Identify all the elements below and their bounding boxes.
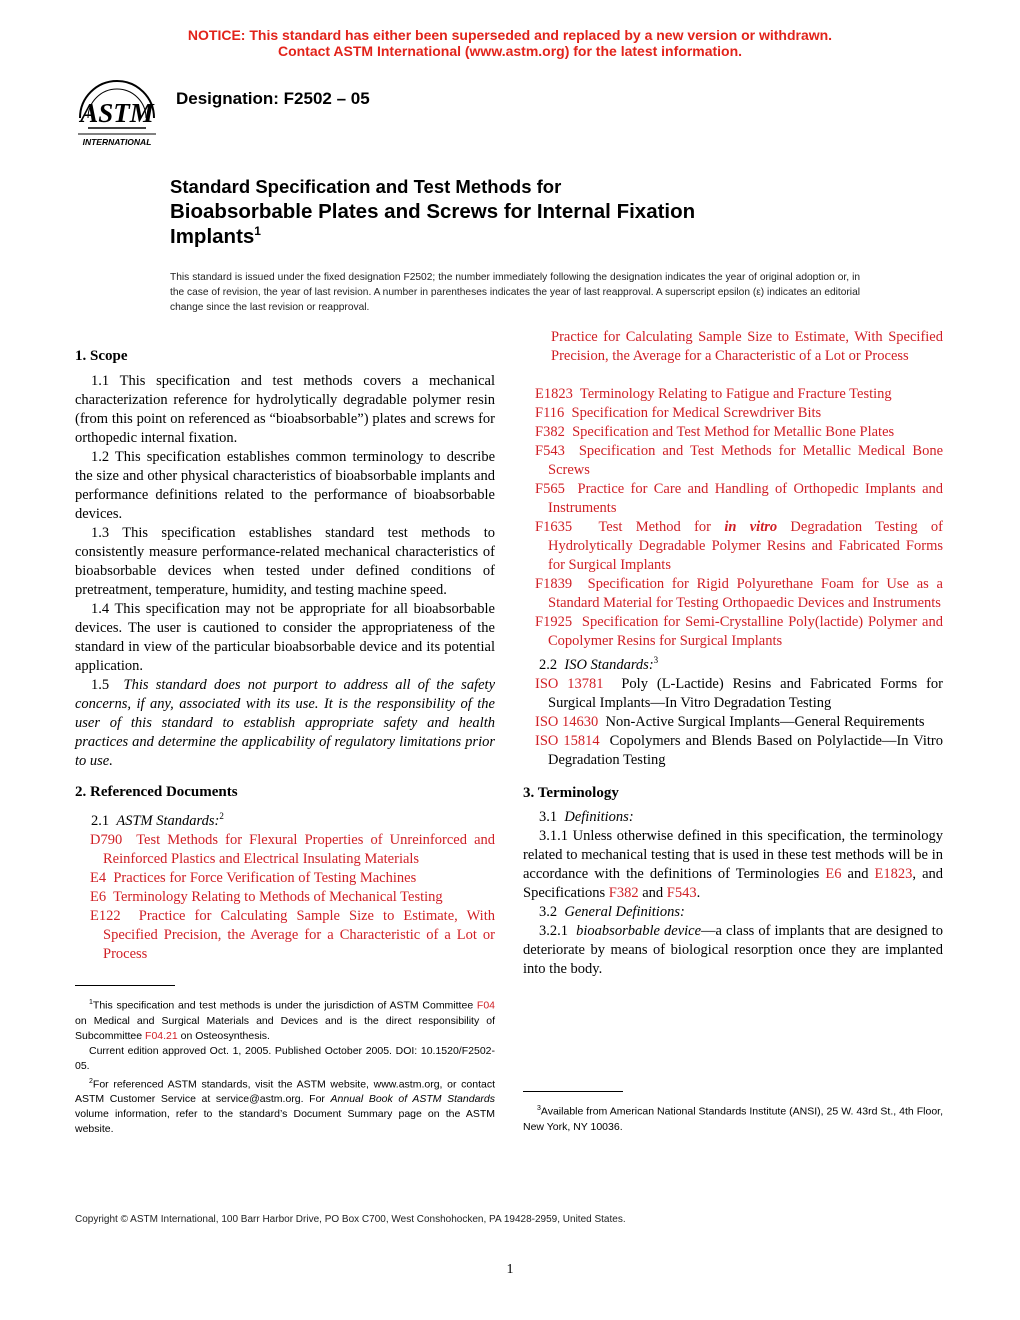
- ref-item[interactable]: [75, 907, 495, 962]
- ref-item[interactable]: [523, 442, 943, 480]
- ref-code[interactable]: F1839: [535, 576, 573, 592]
- ref-title[interactable]: Practice for Calculating Sample Size to Estimate, With Specified Precision, the Average for a Characteristic of a Lot or Process: [103, 907, 495, 962]
- iso-standards-num: 2.2: [539, 656, 558, 673]
- footnote-2: [75, 1074, 495, 1138]
- ref-code[interactable]: F1635: [535, 519, 573, 535]
- footnote-rule-right: [523, 1091, 623, 1092]
- notice-line-1: NOTICE: This standard has either been superseded and replaced by a new version or withdrawn.: [187, 27, 833, 43]
- title-line-2: Bioabsorbable Plates and Screws for Internal Fixation: [170, 200, 696, 223]
- ref-title[interactable]: Specification for Medical Screwdriver Bits: [571, 405, 822, 421]
- footnote-2-mark: 2: [89, 1077, 93, 1085]
- designation: Designation: F2502 – 05: [176, 89, 370, 108]
- iso-ref-item: [523, 713, 943, 732]
- iso-ref-code[interactable]: ISO 13781: [535, 675, 604, 692]
- subcommittee-link[interactable]: F04.21: [145, 1029, 178, 1042]
- ref-code[interactable]: F1925: [535, 614, 573, 630]
- document-title: [170, 175, 870, 249]
- ref-item-continued[interactable]: [523, 329, 943, 385]
- iso-ref-code[interactable]: ISO 14630: [535, 713, 599, 730]
- ref-title-a[interactable]: Test Method for: [598, 519, 725, 535]
- notice-line-2: Contact ASTM International (www.astm.org) for the latest information.: [277, 43, 743, 59]
- para-1-1: 1.1 This specification and test methods covers a mechanical characterization reference for hydrolytically degradable polymer resin (from this point on referenced as “bioabsorbable”) plates and screws for orthopedic internal fixation.: [75, 373, 495, 446]
- definitions-text: Definitions:: [564, 808, 634, 825]
- footnote-3-mark: 3: [537, 1105, 541, 1112]
- iso-standards-text: ISO Standards:: [564, 656, 654, 673]
- astm-standards-sup: 2: [219, 811, 224, 821]
- title-footnote-mark: 1: [254, 224, 261, 238]
- ref-title[interactable]: Specification for Semi-Crystalline Poly(lactide) Polymer and Copolymer Resins for Surgical Implants: [548, 614, 943, 649]
- iso-ref-title: Copolymers and Blends Based on Polylactide—In Vitro Degradation Testing: [548, 732, 943, 768]
- page-number: 1: [506, 1262, 514, 1277]
- astm-standards-label: [75, 807, 495, 831]
- footnote-1-text-b: on Medical and Surgical Materials and Devices and is the direct responsibility of Subcommittee: [75, 1014, 495, 1042]
- footnote-1-text-c: on Osteosynthesis.: [177, 1029, 270, 1042]
- ref-title[interactable]: Practices for Force Verification of Testing Machines: [113, 869, 417, 886]
- title-line-3: Implants: [170, 225, 255, 248]
- defined-term: bioabsorbable device: [576, 922, 702, 939]
- astm-standards-text: ASTM Standards:: [116, 812, 220, 829]
- ref-code[interactable]: E1823: [535, 386, 573, 402]
- iso-ref-code[interactable]: ISO 15814: [535, 732, 600, 749]
- footnote-rule-left: [75, 985, 175, 986]
- ref-title[interactable]: Terminology Relating to Methods of Mechanical Testing: [113, 888, 443, 905]
- para-1-2: 1.2 This specification establishes common terminology to describe the size and other physical characteristics of bioabsorbable implants and performance definitions related to the performance of bioabsorbable devices.: [75, 449, 495, 522]
- ref-item[interactable]: [523, 480, 943, 518]
- iso-ref-title: Non-Active Surgical Implants—General Requirements: [605, 713, 925, 730]
- iso-standards-sup: 3: [653, 655, 659, 665]
- footnote-1-mark: 1: [89, 999, 93, 1006]
- definitions-num: 3.1: [539, 808, 558, 825]
- iso-ref-item: [523, 732, 943, 770]
- para-1-5: [75, 676, 495, 771]
- ref-title[interactable]: Test Methods for Flexural Properties of Unreinforced and Reinforced Plastics and Electrical Insulating Materials: [103, 831, 495, 867]
- ref-title-italic[interactable]: in vitro: [724, 519, 778, 535]
- ref-code[interactable]: E6: [90, 888, 107, 905]
- ref-item[interactable]: [523, 423, 943, 442]
- footnote-2-italic: Annual Book of ASTM Standards: [330, 1093, 495, 1105]
- terminology-heading: 3. Terminology: [523, 784, 619, 801]
- footnotes-right: [523, 1101, 943, 1135]
- ref-code[interactable]: E4: [90, 869, 107, 886]
- right-column: [523, 329, 944, 979]
- term-ref-f382[interactable]: F382: [608, 884, 639, 901]
- ref-title[interactable]: Practice for Care and Handling of Orthopedic Implants and Instruments: [548, 481, 944, 516]
- ref-title-continued[interactable]: Practice for Calculating Sample Size to Estimate, With Specified Precision, the Average for a Characteristic of a Lot or Process: [551, 329, 943, 364]
- ref-title[interactable]: Terminology Relating to Fatigue and Fracture Testing: [579, 386, 892, 402]
- withdrawn-notice: [0, 27, 1020, 59]
- term-ref-f543[interactable]: F543: [666, 884, 697, 901]
- ref-item[interactable]: [523, 404, 943, 423]
- ref-item[interactable]: [523, 575, 943, 613]
- ref-code[interactable]: F382: [535, 424, 565, 440]
- ref-item[interactable]: [75, 869, 495, 888]
- footnote-3-text: Available from American National Standards Institute (ANSI), 25 W. 43rd St., 4th Floor, New York, NY 10036.: [523, 1105, 943, 1133]
- footnote-1-text-a: This specification and test methods is under the jurisdiction of ASTM Committee: [92, 999, 477, 1012]
- term-ref-e6[interactable]: E6: [825, 865, 842, 882]
- general-definitions-num: 3.2: [539, 903, 558, 920]
- left-column: [75, 347, 496, 962]
- iso-standards-label: [523, 651, 943, 675]
- ref-item[interactable]: [75, 831, 495, 869]
- footnote-2-text-b: volume information, refer to the standard’s Document Summary page on the ASTM website.: [75, 1108, 495, 1135]
- ref-title[interactable]: Specification and Test Methods for Metallic Medical Bone Screws: [548, 443, 944, 478]
- astm-standards-num: 2.1: [91, 812, 110, 829]
- ref-item[interactable]: [75, 888, 495, 907]
- logo-text: ASTM: [80, 98, 154, 128]
- referenced-documents-heading: 2. Referenced Documents: [75, 784, 238, 800]
- para-1-5-text: This standard does not purport to address all of the safety concerns, if any, associated with its use. It is the responsibility of the user of this standard to establish appropriate safety and health practices and determine the applicability of regulatory limitations prior to use.: [75, 677, 496, 769]
- committee-link[interactable]: F04: [476, 999, 495, 1012]
- para-3-1-1-and-2: and: [638, 884, 667, 901]
- para-3-1-1-end: .: [696, 884, 701, 901]
- general-definitions-text: General Definitions:: [564, 903, 685, 920]
- footnote-1: [75, 995, 495, 1044]
- para-3-1-1: [523, 827, 943, 903]
- para-1-4: 1.4 This specification may not be appropriate for all bioabsorbable devices. The user is cautioned to consider the appropriateness of the standard in view of the particular bioabsorbable device and its potential application.: [75, 601, 495, 674]
- para-3-2-1-text: —a class of implants that are designed to deteriorate by means of biological resorption once they are implanted into the body.: [523, 922, 943, 977]
- ref-code[interactable]: F543: [535, 443, 565, 459]
- para-3-1-1-text-b: , and Specifications: [523, 865, 944, 901]
- astm-logo: [74, 74, 160, 150]
- copyright: Copyright © ASTM International, 100 Barr Harbor Drive, PO Box C700, West Conshohocken, PA 19428-2959, United States.: [75, 1214, 626, 1225]
- ref-code[interactable]: E122: [90, 907, 121, 924]
- ref-code[interactable]: F565: [535, 481, 565, 497]
- logo-subtext: INTERNATIONAL: [82, 137, 152, 147]
- para-3-2-1-num: 3.2.1: [539, 922, 568, 939]
- para-1-5-num: 1.5: [91, 677, 110, 693]
- scope-heading: 1. Scope: [75, 348, 128, 364]
- ref-item[interactable]: [523, 385, 943, 404]
- ref-code[interactable]: D790: [90, 831, 123, 848]
- footnote-1-edition: Current edition approved Oct. 1, 2005. Published October 2005. DOI: 10.1520/F2502-05.: [75, 1044, 495, 1072]
- ref-item[interactable]: [523, 613, 943, 651]
- definitions-label: [523, 808, 943, 827]
- title-line-1: Standard Specification and Test Methods for: [170, 176, 562, 197]
- para-3-2-1: [523, 922, 943, 979]
- iso-ref-item: [523, 675, 943, 713]
- ref-title-c[interactable]: Degradation Testing of Hydrolytically Degradable Polymer Resins and Fabricated Forms for Surgical Implants: [548, 519, 944, 573]
- ref-code[interactable]: F116: [535, 405, 565, 421]
- term-ref-e1823[interactable]: E1823: [874, 865, 913, 882]
- iso-ref-title: Poly (L-Lactide) Resins and Fabricated Forms for Surgical Implants—In Vitro Degradation Testing: [548, 675, 943, 711]
- footnote-3: [523, 1101, 943, 1135]
- issued-note: This standard is issued under the fixed designation F2502; the number immediately following the designation indicates the year of original adoption or, in the case of revision, the year of last revision. A number in parentheses indicates the year of last reapproval. A superscript epsilon (ε) indicates an editorial change since the last revision or reapproval.: [170, 272, 860, 313]
- general-definitions-label: [523, 903, 943, 922]
- para-1-3: 1.3 This specification establishes standard test methods to consistently measure performance-related mechanical characteristics of bioabsorbable devices when tested under defined conditions of pretreatment, temperature, humidity, and testing machine speed.: [75, 525, 495, 598]
- ref-item[interactable]: [523, 518, 943, 575]
- para-3-1-1-and: and: [841, 865, 875, 882]
- ref-title[interactable]: Specification for Rigid Polyurethane Foam for Use as a Standard Material for Testing Orthopaedic Devices and Instruments: [548, 576, 943, 611]
- para-3-1-1-text: 3.1.1 Unless otherwise defined in this specification, the terminology related to mechanical testing that is used in these test methods will be in accordance with the definitions of Terminologies: [523, 827, 943, 882]
- ref-title[interactable]: Specification and Test Method for Metallic Bone Plates: [572, 424, 895, 440]
- footnotes-left: [75, 995, 495, 1137]
- footnote-2-text-a: For referenced ASTM standards, visit the ASTM website, www.astm.org, or contact ASTM Customer Service at service@astm.org. For: [75, 1078, 495, 1105]
